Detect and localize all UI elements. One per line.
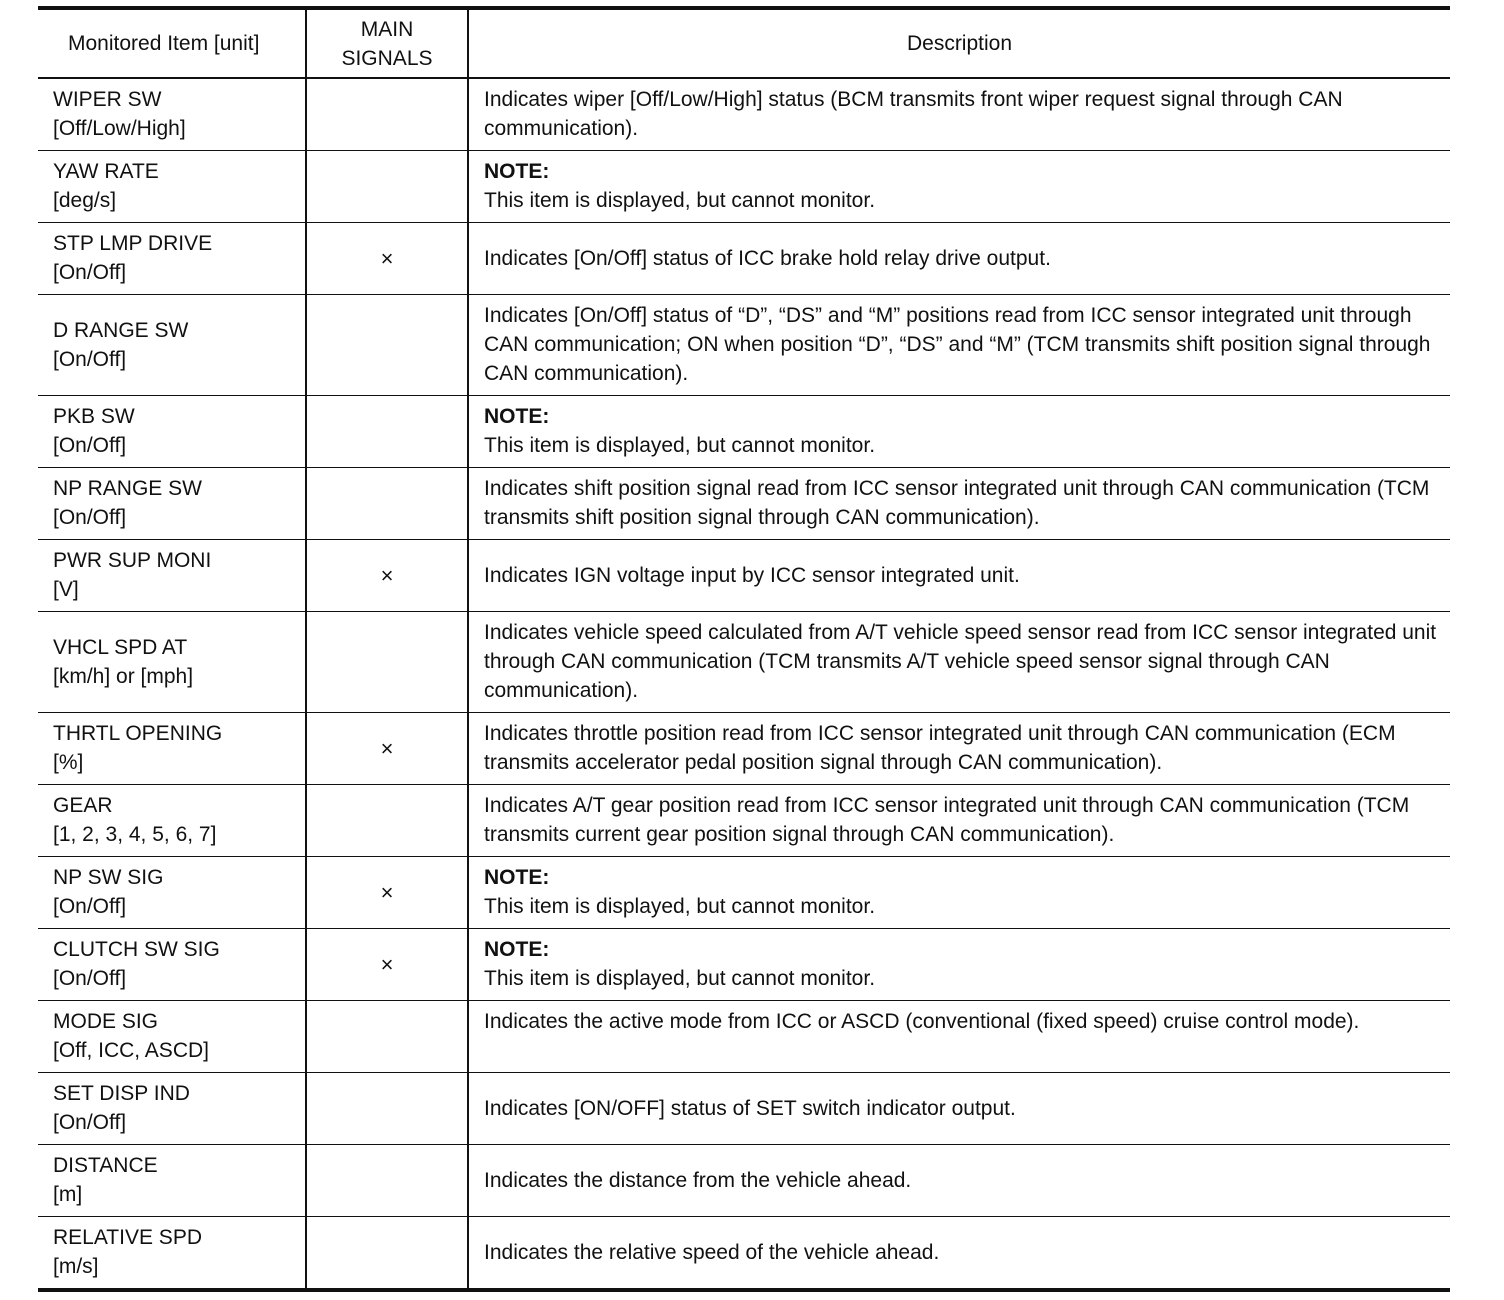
item-cell <box>38 468 306 540</box>
table-row <box>38 785 1450 857</box>
note-label: NOTE: <box>484 160 550 183</box>
item-name: RELATIVE SPD <box>53 1226 202 1249</box>
item-unit: [m/s] <box>53 1255 99 1278</box>
table-header-row <box>38 8 1450 78</box>
description-cell: Indicates IGN voltage input by ICC sensor integrated unit. <box>468 540 1450 612</box>
main-signal-cell: × <box>306 929 468 1001</box>
item-unit: [On/Off] <box>53 895 127 918</box>
item-unit: [m] <box>53 1183 83 1206</box>
item-name: WIPER SW <box>53 88 162 111</box>
description-text: This item is displayed, but cannot monitor. <box>484 967 876 990</box>
item-name: STP LMP DRIVE <box>53 232 213 255</box>
main-signal-cell <box>306 468 468 540</box>
item-cell <box>38 540 306 612</box>
main-signal-cell <box>306 1073 468 1145</box>
item-name: YAW RATE <box>53 160 159 183</box>
note-label: NOTE: <box>484 405 550 428</box>
item-cell <box>38 1145 306 1217</box>
item-unit: [V] <box>53 578 79 601</box>
table-row <box>38 295 1450 396</box>
item-unit: [km/h] or [mph] <box>53 664 194 688</box>
monitor-items-table <box>38 6 1450 1292</box>
item-unit: [On/Off] <box>53 261 127 284</box>
item-unit: [Off, ICC, ASCD] <box>53 1039 209 1062</box>
main-signal-cell <box>306 1001 468 1073</box>
main-signal-cell <box>306 1145 468 1217</box>
table-row <box>38 1001 1450 1073</box>
table-row <box>38 1073 1450 1145</box>
description-cell: Indicates vehicle speed calculated from A/T vehicle speed sensor read from ICC sensor integrated unit through CAN communication (TCM transmits A/T vehicle speed sensor signal through CAN communication). <box>468 612 1450 713</box>
item-unit: [On/Off] <box>53 967 127 990</box>
item-cell <box>38 1001 306 1073</box>
item-cell <box>38 396 306 468</box>
description-cell <box>468 396 1450 468</box>
main-signal-cell: × <box>306 540 468 612</box>
description-cell: Indicates [On/Off] status of ICC brake hold relay drive output. <box>468 223 1450 295</box>
header-main-signals <box>306 8 468 78</box>
description-cell <box>468 929 1450 1001</box>
description-cell: Indicates [ON/OFF] status of SET switch indicator output. <box>468 1073 1450 1145</box>
table-row <box>38 1217 1450 1291</box>
description-text: This item is displayed, but cannot monitor. <box>484 434 876 457</box>
description-cell <box>468 857 1450 929</box>
description-cell: Indicates shift position signal read from ICC sensor integrated unit through CAN communication (TCM transmits shift position signal through CAN communication). <box>468 468 1450 540</box>
main-signal-cell: × <box>306 223 468 295</box>
description-cell: Indicates wiper [Off/Low/High] status (BCM transmits front wiper request signal through CAN communication). <box>468 78 1450 151</box>
table-row <box>38 857 1450 929</box>
item-unit: [On/Off] <box>53 434 127 457</box>
description-cell <box>468 151 1450 223</box>
table-row <box>38 540 1450 612</box>
item-cell <box>38 1217 306 1291</box>
main-signal-cell: × <box>306 713 468 785</box>
table-row <box>38 1145 1450 1217</box>
main-signal-cell <box>306 78 468 151</box>
main-signal-cell <box>306 1217 468 1291</box>
item-cell <box>38 295 306 396</box>
item-unit: [1, 2, 3, 4, 5, 6, 7] <box>53 823 217 846</box>
item-name: CLUTCH SW SIG <box>53 938 220 961</box>
item-unit: [%] <box>53 751 84 774</box>
item-name: VHCL SPD AT <box>53 635 188 659</box>
description-text: This item is displayed, but cannot monitor. <box>484 895 876 918</box>
item-unit: [On/Off] <box>53 506 127 529</box>
table-row <box>38 223 1450 295</box>
note-label: NOTE: <box>484 866 550 889</box>
main-signal-cell <box>306 785 468 857</box>
item-name: THRTL OPENING <box>53 722 223 745</box>
description-text: This item is displayed, but cannot monitor. <box>484 189 876 212</box>
item-unit: [On/Off] <box>53 347 127 371</box>
table-row <box>38 713 1450 785</box>
item-cell <box>38 223 306 295</box>
item-name: DISTANCE <box>53 1154 158 1177</box>
header-monitored-item: Monitored Item [unit] <box>38 8 306 78</box>
table-row <box>38 612 1450 713</box>
description-cell: Indicates the active mode from ICC or ASCD (conventional (fixed speed) cruise control mode). <box>468 1001 1450 1073</box>
main-signal-cell <box>306 396 468 468</box>
main-signal-cell: × <box>306 857 468 929</box>
item-unit: [Off/Low/High] <box>53 117 186 140</box>
item-name: D RANGE SW <box>53 318 189 342</box>
item-cell <box>38 151 306 223</box>
item-name: SET DISP IND <box>53 1082 190 1105</box>
item-cell <box>38 78 306 151</box>
item-unit: [On/Off] <box>53 1111 127 1134</box>
item-cell <box>38 785 306 857</box>
table-row <box>38 929 1450 1001</box>
header-main-signals-line1: MAIN <box>360 17 414 41</box>
item-cell <box>38 1073 306 1145</box>
table-row <box>38 78 1450 151</box>
main-signal-cell <box>306 295 468 396</box>
item-cell <box>38 713 306 785</box>
header-main-signals-line2: SIGNALS <box>341 46 433 70</box>
item-cell <box>38 612 306 713</box>
item-cell <box>38 857 306 929</box>
table-row <box>38 396 1450 468</box>
main-signal-cell <box>306 612 468 713</box>
item-name: GEAR <box>53 794 113 817</box>
item-cell <box>38 929 306 1001</box>
item-name: MODE SIG <box>53 1010 159 1033</box>
note-label: NOTE: <box>484 938 550 961</box>
item-name: NP RANGE SW <box>53 477 202 500</box>
item-name: PKB SW <box>53 405 135 428</box>
description-cell: Indicates the relative speed of the vehicle ahead. <box>468 1217 1450 1291</box>
description-cell: Indicates [On/Off] status of “D”, “DS” and “M” positions read from ICC sensor integrated unit through CAN communication; ON when position “D”, “DS” and “M” (TCM transmits shift position signal through CAN communication). <box>468 295 1450 396</box>
table-row <box>38 151 1450 223</box>
description-cell: Indicates throttle position read from ICC sensor integrated unit through CAN communication (ECM transmits accelerator pedal position signal through CAN communication). <box>468 713 1450 785</box>
item-name: PWR SUP MONI <box>53 549 212 572</box>
monitor-table-container <box>38 6 1450 1292</box>
main-signal-cell <box>306 151 468 223</box>
item-unit: [deg/s] <box>53 189 117 212</box>
header-description: Description <box>468 8 1450 78</box>
item-name: NP SW SIG <box>53 866 164 889</box>
description-cell: Indicates A/T gear position read from ICC sensor integrated unit through CAN communication (TCM transmits current gear position signal through CAN communication). <box>468 785 1450 857</box>
description-cell: Indicates the distance from the vehicle ahead. <box>468 1145 1450 1217</box>
table-row <box>38 468 1450 540</box>
